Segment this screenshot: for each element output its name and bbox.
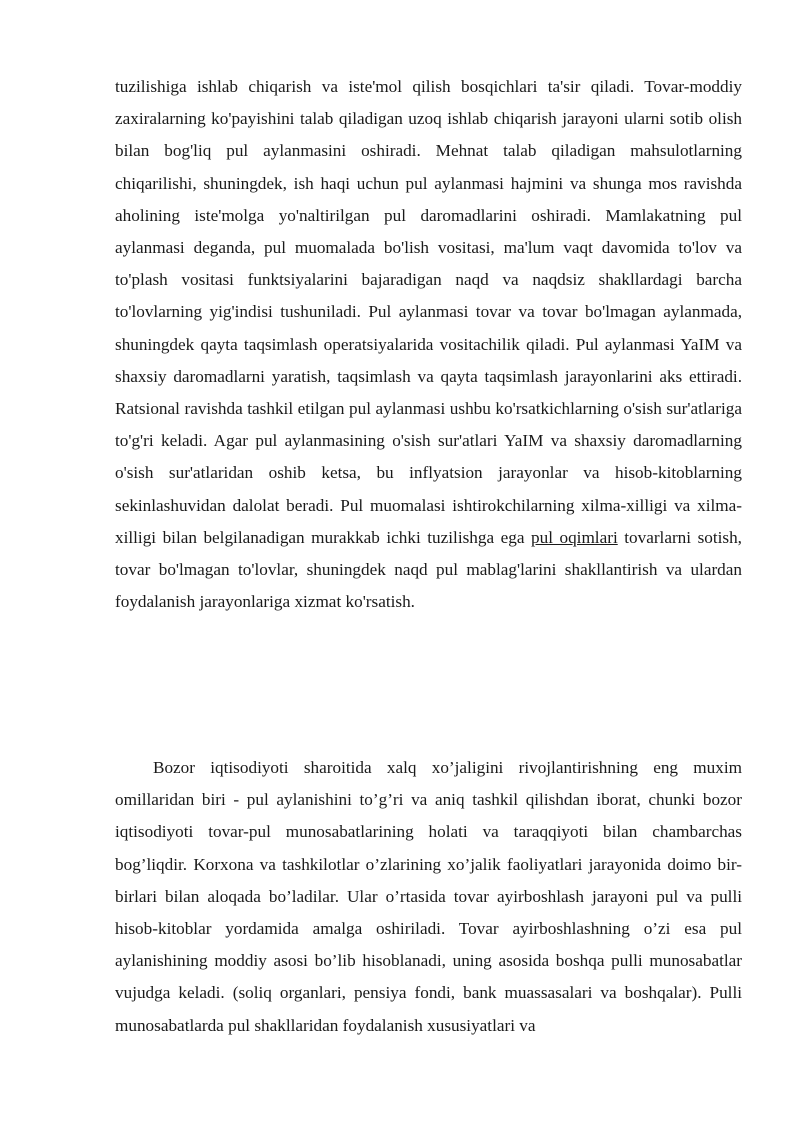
paragraph-1-text-end: tovarlarni sotish, tovar bo'lmagan to'lovlar, shuningdek naqd pul mablag'larini shakllantirish va ulardan foydalanish jarayonlariga xizmat ko'rsatish. [115, 527, 742, 612]
pul-oqimlari-link[interactable]: pul oqimlari [531, 527, 618, 547]
paragraph-2: Bozor iqtisodiyoti sharoitida xalq xo’jaligini rivojlantirishning eng muxim omillaridan biri - pul aylanishini to’g’ri va aniq tashkil qilishdan iborat, chunki bozor iqtisodiyoti tovar-pul munosabatlarining holati va taraqqiyoti bilan chambarchas bog’liqdir. Korxona va tashkilotlar o’zlarining xo’jalik faoliyatlari jarayonida doimo bir-birlari bilan aloqada bo’ladilar. Ular o’rtasida tovar ayirboshlash jarayoni pul va pulli hisob-kitoblar yordamida amalga oshiriladi. Tovar ayirboshlashning o’zi esa pul aylanishining moddiy asosi bo’lib hisoblanadi, uning asosida boshqa pulli munosabatlar vujudga keladi. (soliq organlari, pensiya fondi, bank muassasalari va boshqalar). Pulli munosabatlarda pul shakllaridan foydalanish xususiyatlari va [115, 758, 742, 1035]
paragraph-1-text-start: tuzilishiga ishlab chiqarish va iste'mol qilish bosqichlari ta'sir qiladi. Tovar-moddiy zaxiralarning ko'payishini talab qiladigan uzoq ishlab chiqarish jarayoni ularni sotib olish bilan bog'liq pul aylanmasini oshiradi. Mehnat talab qiladigan mahsulotlarning chiqarilishi, shuningdek, ish haqi uchun pul aylanmasi hajmini va shunga mos ravishda aholining iste'molga yo'naltirilgan pul daromadlarini oshiradi. Mamlakatning pul aylanmasi deganda, pul muomalada bo'lish vositasi, ma'lum vaqt davomida to'lov va to'plash vositasi funktsiyalarini bajaradigan naqd va naqdsiz shakllardagi barcha to'lovlarning yig'indisi tushuniladi. Pul aylanmasi tovar va tovar bo'lmagan aylanmada, shuningdek qayta taqsimlash operatsiyalarida vositachilik qiladi. Pul aylanmasi YaIM va shaxsiy daromadlarni yaratish, taqsimlash va qayta taqsimlash jarayonlarini aks ettiradi. Ratsional ravishda tashkil etilgan pul aylanmasi ushbu ko'rsatkichlarning o'sish sur'atlariga to'g'ri keladi. Agar pul aylanmasining o'sish sur'atlari YaIM va shaxsiy daromadlarning o'sish sur'atlaridan oshib ketsa, bu inflyatsion jarayonlar va hisob-kitoblarning sekinlashuvidan dalolat beradi. Pul muomalasi ishtirokchilarning xilma-xilligi va xilma-xilligi bilan belgilanadigan murakkab ichki tuzilishga ega [115, 77, 742, 547]
paragraph-1 [115, 71, 742, 618]
